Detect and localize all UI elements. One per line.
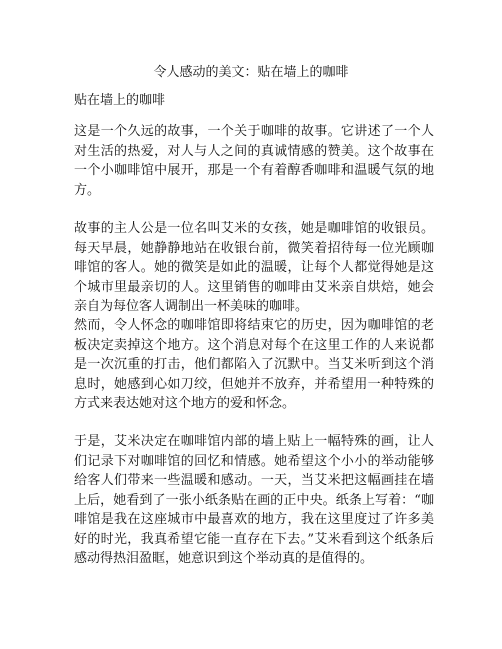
body-paragraph: 然而，令人怀念的咖啡馆即将结束它的历史，因为咖啡馆的老板决定卖掉这个地方。这个消息对每个在这里工作的人来说都是一次沉重的打击，他们都陷入了沉默中。当艾米听到这个消息时，她感到心如刀绞，但她并不放弃，并希望用一种特殊的方式来表达她对这个地方的爱和怀念。 (74, 318, 434, 411)
body-paragraph: 故事的主人公是一位名叫艾米的女孩，她是咖啡馆的收银员。每天早晨，她静静地站在收银台前，微笑着招待每一位光顾咖啡馆的客人。她的微笑是如此的温暖，让每个人都觉得她是这个城市里最亲切的人。这里销售的咖啡由艾米亲自烘焙，她会亲自为每位客人调制出一杯美味的咖啡。 (74, 221, 434, 314)
body-paragraph: 这是一个久远的故事，一个关于咖啡的故事。它讲述了一个人对生活的热爱，对人与人之间的真诚情感的赞美。这个故事在一个小咖啡馆中展开，那是一个有着醇香咖啡和温暖气氛的地方。 (74, 124, 434, 198)
body-paragraph: 于是，艾米决定在咖啡馆内部的墙上贴上一幅特殊的画，让人们记录下对咖啡馆的回忆和情感。她希望这个小小的举动能够给客人们带来一些温暖和感动。一天，当艾米把这幅画挂在墙上后，她看到了一张小纸条贴在画的正中央。纸条上写着：“咖啡馆是我在这座城市中最喜欢的地方，我在这里度过了许多美好的时光，我真希望它能一直存在下去。”艾米看到这个纸条后感动得热泪盈眶，她意识到这个举动真的是值得的。 (74, 434, 434, 566)
document-title: 令人感动的美文：贴在墙上的咖啡 (153, 65, 349, 80)
section-heading: 贴在墙上的咖啡 (74, 93, 166, 108)
